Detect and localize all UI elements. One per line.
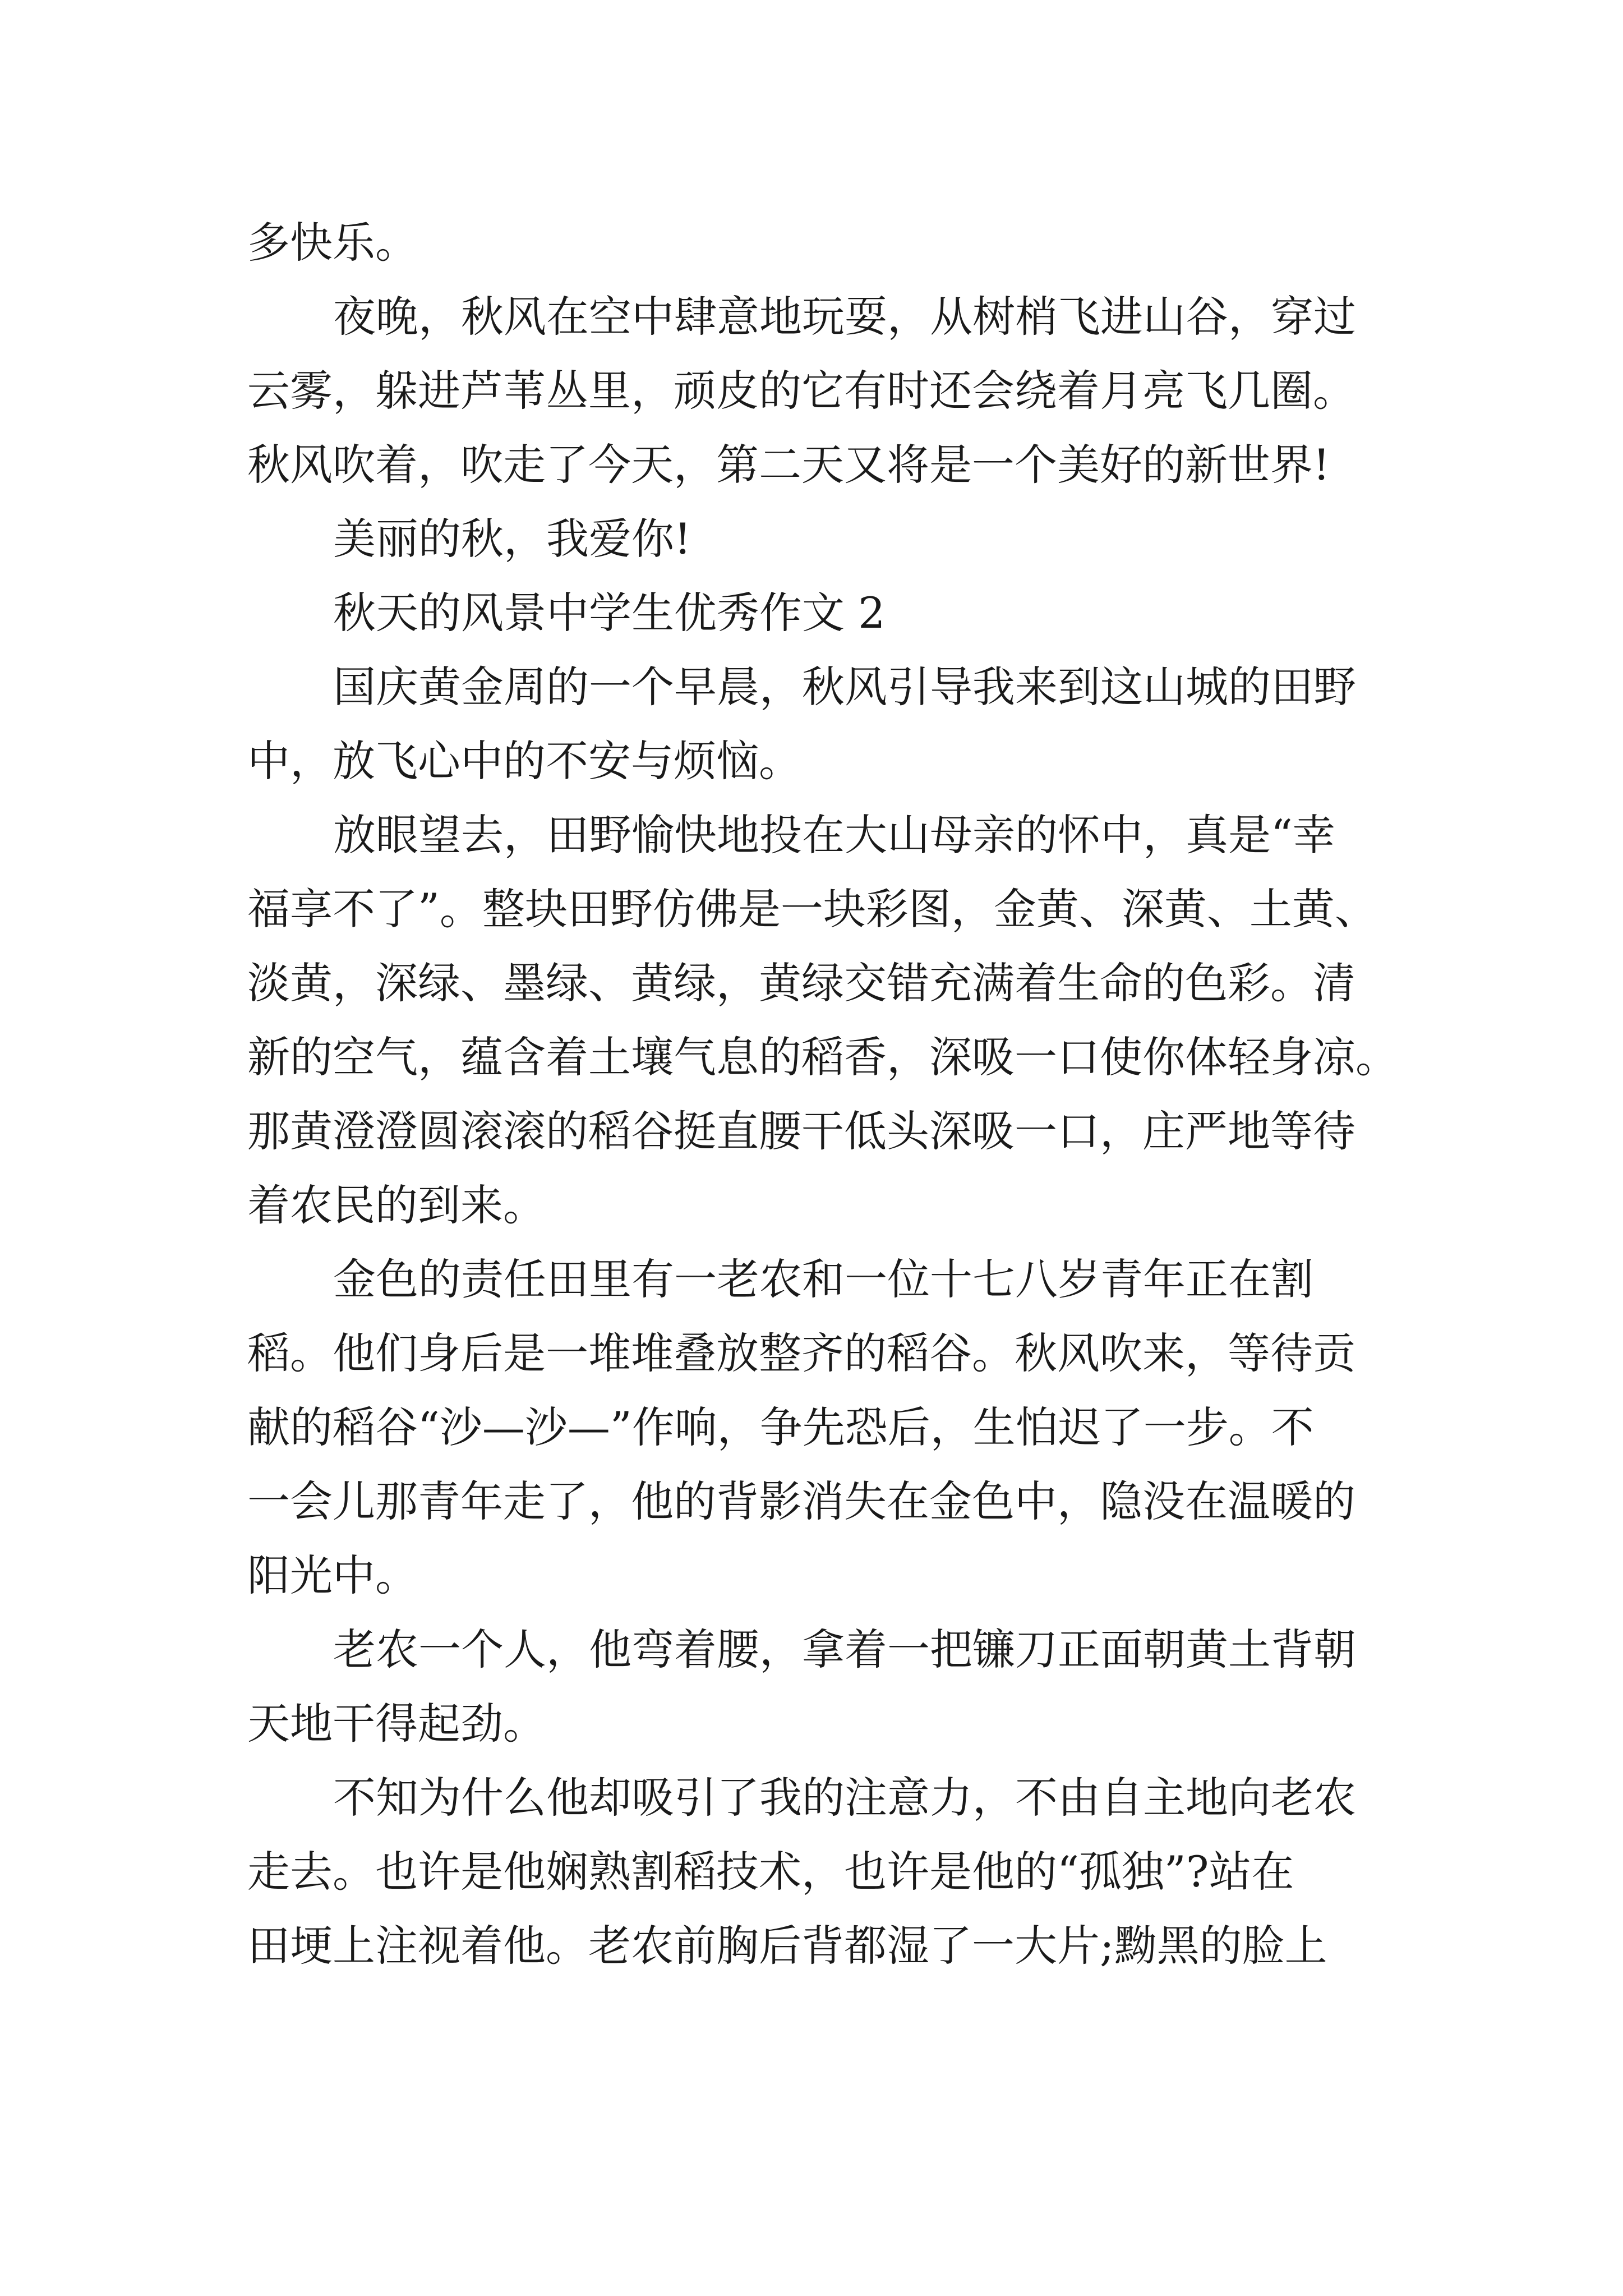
text-line: 福享不了”。整块田野仿佛是一块彩图，金黄、深黄、土黄、: [247, 884, 1377, 934]
text-line: 稻。他们身后是一堆堆叠放整齐的稻谷。秋风吹来，等待贡: [247, 1328, 1355, 1378]
text-line: 夜晚，秋风在空中肆意地玩耍，从树梢飞进山谷，穿过: [333, 292, 1356, 342]
text-line: 那黄澄澄圆滚滚的稻谷挺直腰干低头深吸一口，庄严地等待: [247, 1106, 1355, 1156]
text-line: 美丽的秋，我爱你!: [333, 514, 691, 564]
text-line: 阳光中。: [247, 1550, 418, 1600]
text-line: 新的空气，蕴含着土壤气息的稻香，深吸一口使你体轻身凉。: [247, 1032, 1398, 1082]
text-line: 献的稻谷“沙—沙—”作响，争先恐后，生怕迟了一步。不: [247, 1402, 1314, 1452]
text-line: 秋风吹着，吹走了今天，第二天又将是一个美好的新世界!: [247, 440, 1330, 490]
text-line: 田埂上注视着他。老农前胸后背都湿了一大片;黝黑的脸上: [247, 1921, 1327, 1971]
text-line: 老农一个人，他弯着腰，拿着一把镰刀正面朝黄土背朝: [333, 1625, 1356, 1674]
section-heading: 秋天的风景中学生优秀作文 2: [333, 588, 886, 638]
text-line: 不知为什么他却吸引了我的注意力，不由自主地向老农: [333, 1773, 1356, 1823]
text-line: 中，放飞心中的不安与烦恼。: [247, 736, 801, 786]
text-line: 国庆黄金周的一个早晨，秋风引导我来到这山城的田野: [333, 662, 1356, 712]
text-line: 放眼望去，田野愉快地投在大山母亲的怀中，真是“幸: [333, 810, 1335, 860]
text-line: 多快乐。: [247, 218, 418, 268]
text-line: 淡黄，深绿、墨绿、黄绿，黄绿交错充满着生命的色彩。清: [247, 958, 1355, 1008]
text-line: 金色的责任田里有一老农和一位十七八岁青年正在割: [333, 1254, 1313, 1304]
text-line: 云雾，躲进芦苇丛里，顽皮的它有时还会绕着月亮飞几圈。: [247, 366, 1355, 416]
text-line: 一会儿那青年走了，他的背影消失在金色中，隐没在温暖的: [247, 1476, 1355, 1526]
text-line: 着农民的到来。: [247, 1180, 546, 1230]
text-line: 走去。也许是他娴熟割稻技术，也许是他的“孤独”?站在: [247, 1847, 1294, 1897]
text-line: 天地干得起劲。: [247, 1699, 546, 1749]
